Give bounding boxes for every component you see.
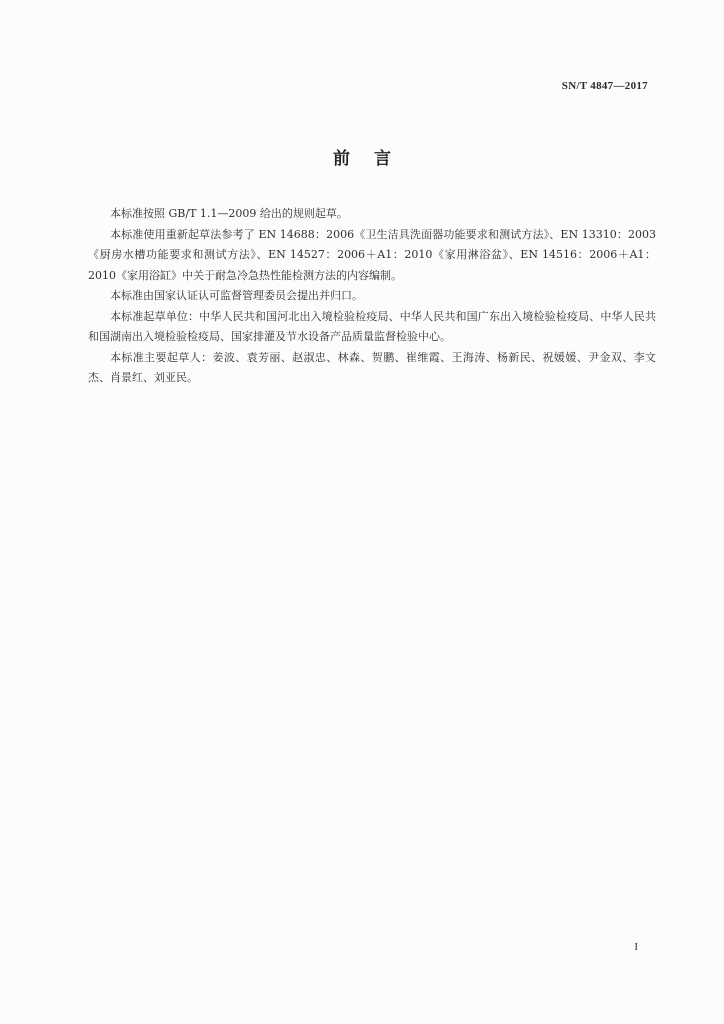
paragraph-references: 本标准使用重新起草法参考了 EN 14688：2006《卫生洁具洗面器功能要求和测试方法》、EN 13310：2003《厨房水槽功能要求和测试方法》、EN 14527：2006＋A1：2010《家用淋浴盆》、EN 14516：2006＋A1：2010《家用浴缸》中关于耐急冷急热性能检测方法的内容编制。 — [88, 227, 656, 282]
standard-code: SN/T 4847—2017 — [561, 80, 648, 92]
paragraph-drafting-units: 本标准起草单位：中华人民共和国河北出入境检验检疫局、中华人民共和国广东出入境检验检疫局、中华人民共和国湖南出入境检验检疫局、国家排灌及节水设备产品质量监督检验中心。 — [88, 309, 656, 343]
page-number: I — [634, 941, 638, 953]
paragraph-drafting-rules: 本标准按照 GB/T 1.1—2009 给出的规则起草。 — [110, 207, 348, 220]
paragraph-proposer: 本标准由国家认证认可监督管理委员会提出并归口。 — [110, 289, 363, 302]
page-title: 前言 — [333, 149, 415, 169]
paragraph-drafters: 本标准主要起草人：姜波、袁芳丽、赵淑忠、林森、贺鹏、崔维霞、王海涛、杨新民、祝媛媛、尹金双、李文杰、肖景红、刘亚民。 — [88, 350, 656, 384]
foreword-body — [88, 204, 656, 389]
